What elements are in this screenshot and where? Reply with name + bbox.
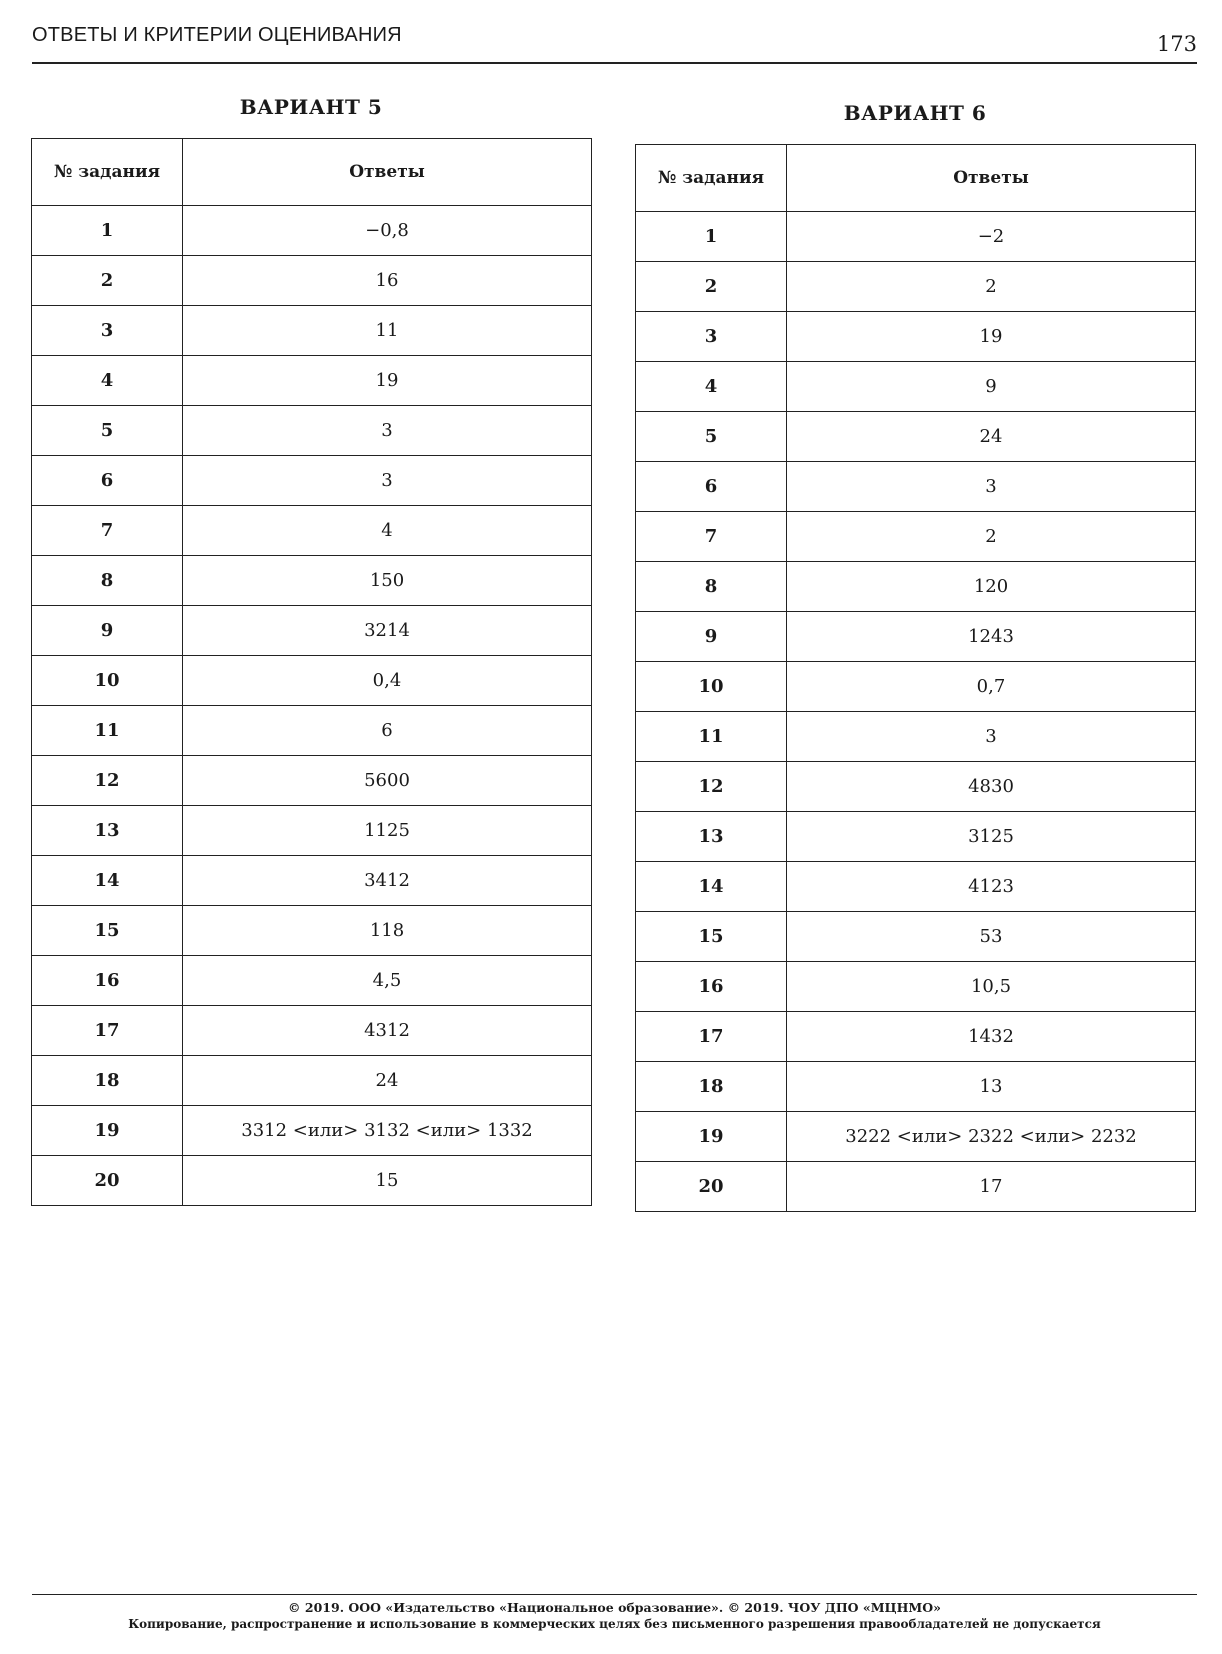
answer-cell: −2 [787,212,1196,262]
variant-6-block [635,100,1195,1212]
table-row [32,656,592,706]
table-row [636,262,1196,312]
table-row [32,556,592,606]
task-number-cell: 14 [32,856,183,906]
answer-cell: −0,8 [183,206,592,256]
table-row [636,762,1196,812]
section-title: ОТВЕТЫ И КРИТЕРИИ ОЦЕНИВАНИЯ [32,24,402,46]
task-number-cell: 3 [32,306,183,356]
table-row [636,1112,1196,1162]
answer-cell: 0,4 [183,656,592,706]
table-row [32,306,592,356]
task-number-cell: 18 [32,1056,183,1106]
task-number-cell: 1 [32,206,183,256]
task-number-cell: 13 [32,806,183,856]
table-header-row [636,145,1196,212]
task-number-cell: 15 [636,912,787,962]
answer-cell: 16 [183,256,592,306]
variant-title: ВАРИАНТ 5 [239,95,383,119]
answer-cell: 6 [183,706,592,756]
answer-cell: 10,5 [787,962,1196,1012]
task-number-cell: 11 [636,712,787,762]
table-row [32,1106,592,1156]
table-row [32,806,592,856]
table-row [636,812,1196,862]
table-row [32,356,592,406]
answer-cell: 4 [183,506,592,556]
answer-cell: 19 [183,356,592,406]
task-number-cell: 9 [32,606,183,656]
running-header [32,22,1197,64]
answer-cell: 3 [183,456,592,506]
answer-cell: 4123 [787,862,1196,912]
task-number-cell: 15 [32,906,183,956]
answer-cell: 3125 [787,812,1196,862]
task-number-cell: 5 [32,406,183,456]
table-row [32,1006,592,1056]
answer-cell: 120 [787,562,1196,612]
table-row [636,412,1196,462]
answer-cell: 1243 [787,612,1196,662]
task-number-cell: 1 [636,212,787,262]
table-header-row [32,139,592,206]
table-row [636,862,1196,912]
table-row [32,706,592,756]
answer-cell: 4,5 [183,956,592,1006]
table-row [636,512,1196,562]
task-number-cell: 6 [32,456,183,506]
column-header-task-number: № задания [636,145,787,212]
answer-cell: 9 [787,362,1196,412]
task-number-cell: 17 [636,1012,787,1062]
task-number-cell: 6 [636,462,787,512]
task-number-cell: 5 [636,412,787,462]
table-row [636,312,1196,362]
table-row [636,612,1196,662]
table-row [636,562,1196,612]
task-number-cell: 14 [636,862,787,912]
table-row [32,456,592,506]
page-footer [32,1594,1197,1633]
table-row [636,1012,1196,1062]
table-row [32,956,592,1006]
copyright-notice: Копирование, распространение и использование в коммерческих целях без письменного разрешения правообладателей не допускается [128,1617,1101,1631]
table-row [636,712,1196,762]
answer-cell: 19 [787,312,1196,362]
task-number-cell: 17 [32,1006,183,1056]
answer-cell: 2 [787,512,1196,562]
answer-cell: 3412 [183,856,592,906]
task-number-cell: 19 [636,1112,787,1162]
table-row [32,856,592,906]
table-row [636,462,1196,512]
table-row [32,256,592,306]
task-number-cell: 12 [32,756,183,806]
answer-cell: 3214 [183,606,592,656]
variant-5-block [31,94,591,1206]
answers-table-variant-6 [635,144,1196,1212]
table-row [32,1056,592,1106]
task-number-cell: 18 [636,1062,787,1112]
task-number-cell: 10 [32,656,183,706]
answer-cell: 3 [787,462,1196,512]
table-row [32,1156,592,1206]
column-header-task-number: № задания [32,139,183,206]
answer-cell: 1125 [183,806,592,856]
column-header-answers: Ответы [183,139,592,206]
task-number-cell: 20 [636,1162,787,1212]
answer-cell: 118 [183,906,592,956]
table-row [636,1162,1196,1212]
answer-cell: 0,7 [787,662,1196,712]
task-number-cell: 20 [32,1156,183,1206]
table-row [32,506,592,556]
task-number-cell: 9 [636,612,787,662]
task-number-cell: 3 [636,312,787,362]
task-number-cell: 7 [32,506,183,556]
task-number-cell: 12 [636,762,787,812]
table-row [32,756,592,806]
table-row [636,1062,1196,1112]
answer-cell: 13 [787,1062,1196,1112]
answer-cell: 4830 [787,762,1196,812]
page-number: 173 [1156,32,1197,56]
table-row [32,406,592,456]
task-number-cell: 4 [32,356,183,406]
answer-cell: 1432 [787,1012,1196,1062]
copyright-line: © 2019. ООО «Издательство «Национальное образование». © 2019. ЧОУ ДПО «МЦНМО» [288,1600,941,1615]
table-row [636,912,1196,962]
answer-cell: 5600 [183,756,592,806]
answer-cell: 15 [183,1156,592,1206]
task-number-cell: 16 [636,962,787,1012]
table-row [636,362,1196,412]
task-number-cell: 4 [636,362,787,412]
answer-cell: 17 [787,1162,1196,1212]
table-row [636,212,1196,262]
answer-cell: 3 [787,712,1196,762]
table-row [32,906,592,956]
column-header-answers: Ответы [787,145,1196,212]
task-number-cell: 11 [32,706,183,756]
task-number-cell: 10 [636,662,787,712]
task-number-cell: 7 [636,512,787,562]
answer-cell: 11 [183,306,592,356]
answers-table-variant-5 [31,138,592,1206]
task-number-cell: 19 [32,1106,183,1156]
answer-cell: 4312 [183,1006,592,1056]
answer-cell: 24 [787,412,1196,462]
answer-cell: 3 [183,406,592,456]
task-number-cell: 16 [32,956,183,1006]
task-number-cell: 13 [636,812,787,862]
task-number-cell: 8 [636,562,787,612]
answer-cell: 3222 <или> 2322 <или> 2232 [787,1112,1196,1162]
task-number-cell: 2 [32,256,183,306]
task-number-cell: 8 [32,556,183,606]
table-row [636,962,1196,1012]
answer-cell: 3312 <или> 3132 <или> 1332 [183,1106,592,1156]
answer-cell: 24 [183,1056,592,1106]
task-number-cell: 2 [636,262,787,312]
answer-cell: 2 [787,262,1196,312]
answer-cell: 150 [183,556,592,606]
table-row [32,606,592,656]
answer-cell: 53 [787,912,1196,962]
table-row [32,206,592,256]
variant-title: ВАРИАНТ 6 [843,101,987,125]
table-row [636,662,1196,712]
